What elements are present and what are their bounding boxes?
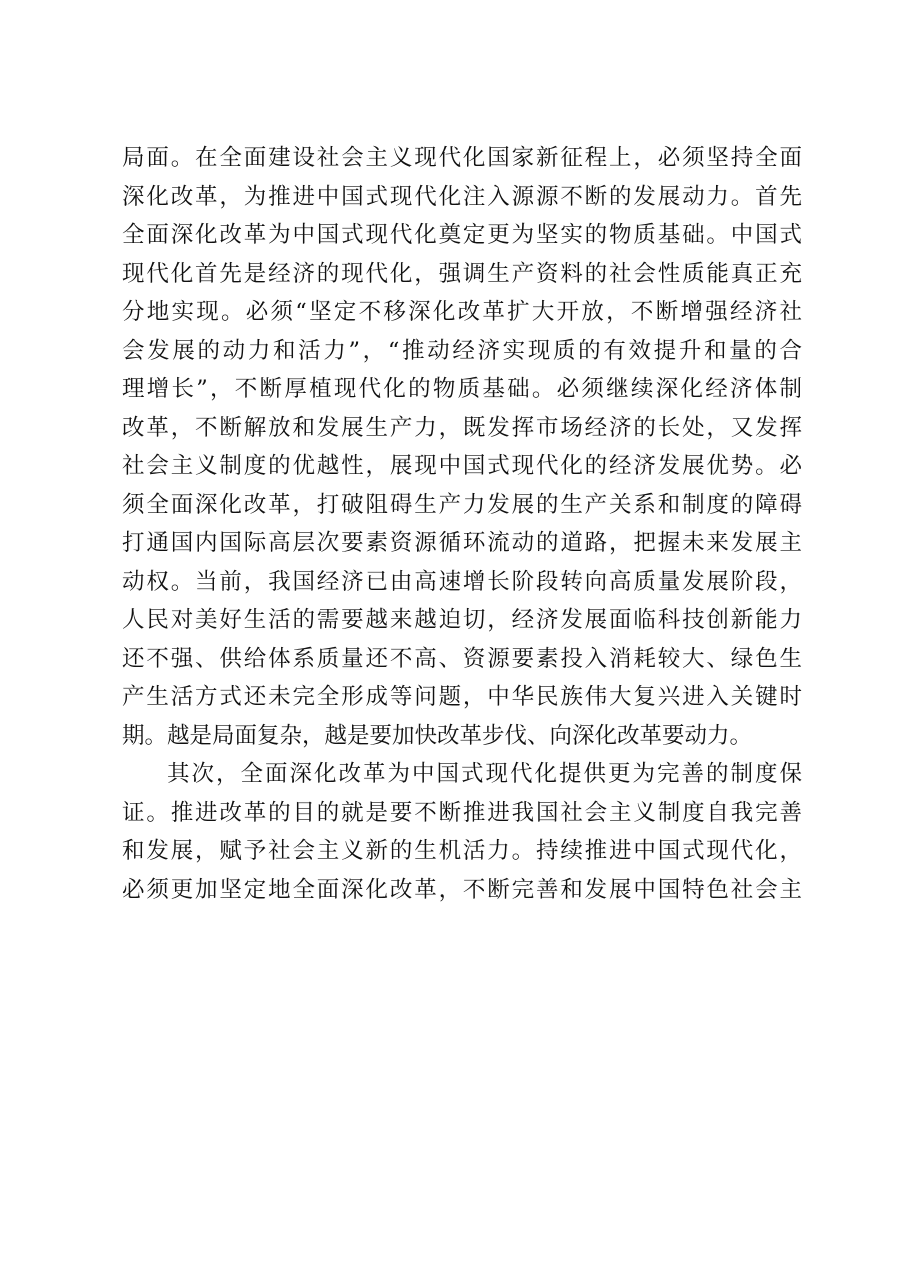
text-line: 产生活方式还未完全形成等问题，中华民族伟大复兴进入关键时 <box>122 684 802 710</box>
text-line: 社会主义制度的优越性，展现中国式现代化的经济发展优势。必 <box>122 453 802 479</box>
text-line: 深化改革，为推进中国式现代化注入源源不断的发展动力。首先 <box>122 183 802 210</box>
text-line: 会发展的动力和活力”，“推动经济实现质的有效提升和量的合 <box>122 337 802 364</box>
text-line: 局面。在全面建设社会主义现代化国家新征程上，必须坚持全面 <box>122 145 802 171</box>
text-line: 期。越是局面复杂，越是要加快改革步伐、向深化改革要动力。 <box>122 722 753 749</box>
text-line: 和发展，赋予社会主义新的生机活力。持续推进中国式现代化， <box>122 838 802 864</box>
text-line: 全面深化改革为中国式现代化奠定更为坚实的物质基础。中国式 <box>122 222 802 248</box>
text-line: 证。推进改革的目的就是要不断推进我国社会主义制度自我完善 <box>122 799 802 826</box>
text-line: 分地实现。必须“坚定不移深化改革扩大开放，不断增强经济社 <box>122 299 802 325</box>
text-line: 人民对美好生活的需要越来越迫切，经济发展面临科技创新能力 <box>122 607 802 633</box>
text-line: 理增长”，不断厚植现代化的物质基础。必须继续深化经济体制 <box>122 376 802 402</box>
text-line: 必须更加坚定地全面深化改革，不断完善和发展中国特色社会主 <box>122 876 802 903</box>
text-line: 动权。当前，我国经济已由高速增长阶段转向高质量发展阶段， <box>122 568 802 595</box>
text-line: 改革，不断解放和发展生产力，既发挥市场经济的长处，又发挥 <box>122 414 802 441</box>
body-text <box>122 139 802 909</box>
text-line: 打通国内国际高层次要素资源循环流动的道路，把握未来发展主 <box>122 530 802 556</box>
text-line: 须全面深化改革，打破阻碍生产力发展的生产关系和制度的障碍 <box>122 491 802 518</box>
text-line: 现代化首先是经济的现代化，强调生产资料的社会性质能真正充 <box>122 260 802 287</box>
text-line: 还不强、供给体系质量还不高、资源要素投入消耗较大、绿色生 <box>122 645 802 672</box>
text-line: 其次，全面深化改革为中国式现代化提供更为完善的制度保 <box>167 761 802 787</box>
